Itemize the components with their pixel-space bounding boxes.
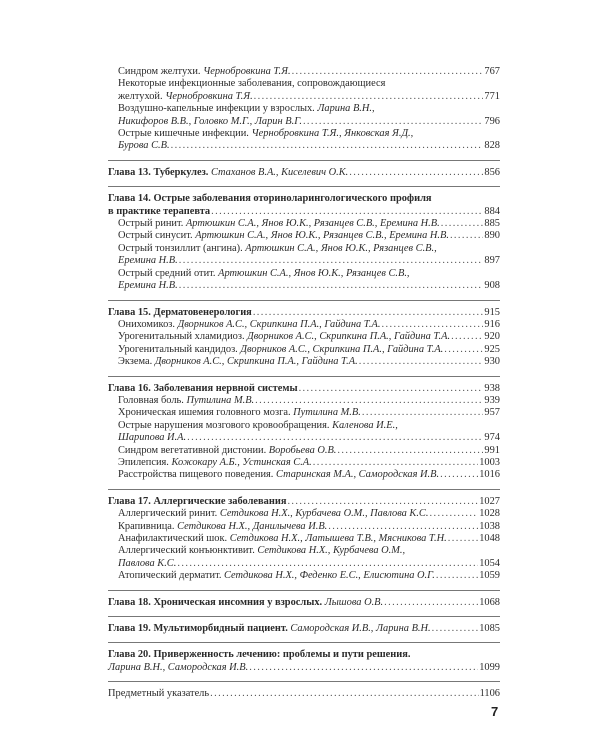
toc-entry-text [118, 570, 435, 582]
toc-entry-authors: Сетдикова Н.Х., Латышева Т.В., Мясникова Т.Н. [229, 533, 447, 544]
page-number: 7 [491, 704, 499, 719]
toc-entry-text [118, 432, 186, 444]
toc-entry-line[interactable] [108, 558, 500, 570]
dot-leader [381, 319, 483, 331]
toc-entry-title: Глава 15. Дерматовенерология [108, 306, 252, 318]
toc-entry-title: Аллергический конъюнктивит. [118, 545, 258, 557]
toc-entry-authors: Ларина В.Н., [317, 103, 375, 115]
dot-leader [362, 407, 484, 419]
toc-entry-authors: Кожокару А.Б., Устинская С.А. [171, 456, 312, 468]
toc-page-number: 915 [484, 306, 500, 318]
toc-entry-line[interactable] [108, 66, 500, 78]
dot-leader [292, 66, 484, 78]
toc-entry-line[interactable] [108, 331, 500, 343]
toc-entry-text [108, 383, 298, 395]
table-of-contents [108, 66, 500, 701]
toc-entry-line[interactable] [108, 140, 500, 152]
toc-entry-text [118, 243, 437, 255]
toc-entry-text [108, 496, 286, 508]
toc-entry-line[interactable] [108, 469, 500, 481]
dot-leader [448, 533, 478, 545]
toc-page-number: 920 [484, 331, 500, 343]
toc-entry-authors: Путилина М.В. [186, 394, 255, 406]
toc-entry-authors: Дворников А.С., Скрипкина П.А., Гайдина Т.А. [240, 343, 444, 355]
dot-leader [359, 356, 484, 368]
toc-entry-authors: Каленова И.Е., [332, 419, 398, 431]
toc-page-number: 930 [484, 356, 500, 368]
toc-chapter-line[interactable] [108, 167, 500, 179]
toc-entry-authors: Никифоров В.В., Головко М.Г., Ларин В.Г. [118, 115, 302, 127]
toc-entry-text [108, 623, 431, 635]
toc-chapter-line[interactable] [108, 597, 500, 609]
toc-entry-line[interactable] [108, 432, 500, 444]
toc-chapter-line[interactable] [108, 496, 500, 508]
toc-entry-text [118, 521, 327, 533]
toc-page-number: 1003 [479, 456, 500, 468]
toc-page-number: 1099 [479, 661, 500, 673]
toc-entry-text [118, 66, 291, 78]
toc-entry-authors: Шарипова И.А. [118, 432, 187, 444]
toc-entry-title: в практике терапевта [108, 205, 211, 217]
toc-entry-line[interactable] [108, 280, 500, 292]
toc-entry-text [118, 508, 428, 520]
dot-leader [187, 432, 483, 444]
toc-chapter-line[interactable] [108, 193, 500, 205]
toc-entry-line[interactable] [108, 395, 500, 407]
toc-entry-text [118, 445, 336, 457]
toc-entry-line[interactable] [108, 545, 500, 557]
toc-entry-authors: Чернобровкина Т.Я., Янковская Я.Д., [251, 128, 414, 140]
toc-entry-text [118, 356, 358, 368]
toc-entry-title: Глава 18. Хроническая инсомния у взрослых. [108, 596, 325, 608]
toc-page-number: 916 [484, 318, 500, 330]
toc-chapter-line[interactable] [108, 649, 500, 661]
toc-entry-text [118, 116, 302, 128]
toc-entry-text [108, 193, 432, 205]
toc-entry-text [108, 662, 248, 674]
dot-leader [432, 623, 479, 635]
toc-entry-title: Глава 19. Мультиморбидный пациент. [108, 623, 291, 635]
toc-entry-title: желтухой. [118, 90, 166, 102]
toc-entry-title: Расстройства пищевого поведения. [118, 469, 276, 481]
toc-page-number: 938 [484, 382, 500, 394]
toc-entry-line[interactable] [108, 407, 500, 419]
toc-page-number: 767 [484, 66, 500, 77]
toc-page-number: 991 [484, 444, 500, 456]
toc-page-number: 897 [484, 255, 500, 267]
toc-entry-text [118, 533, 447, 545]
toc-page-number: 974 [484, 432, 500, 444]
toc-chapter-line[interactable] [108, 206, 500, 218]
toc-entry-title: Острый тонзиллит (ангина). [118, 242, 246, 254]
toc-entry-title: Воздушно-капельные инфекции у взрослых. [118, 103, 318, 115]
dot-leader [303, 116, 483, 128]
toc-page-number: 1028 [479, 508, 500, 520]
dot-leader [255, 395, 483, 407]
toc-page-number: 1085 [479, 623, 500, 635]
section-divider [108, 186, 500, 187]
section-divider [108, 616, 500, 617]
toc-entry-line[interactable] [108, 570, 500, 582]
toc-entry-line[interactable] [108, 445, 500, 457]
toc-entry-title: Онихомикоз. [118, 318, 178, 330]
section-divider [108, 160, 500, 161]
toc-entry-authors: Воробьева О.В. [268, 444, 337, 456]
toc-entry-line[interactable] [108, 344, 500, 356]
toc-entry-text [108, 206, 210, 218]
toc-page-number: 1068 [479, 596, 500, 608]
toc-entry-text [118, 78, 385, 90]
dot-leader [299, 383, 484, 395]
toc-entry-line[interactable] [108, 218, 500, 230]
toc-entry-authors: Стаханов В.А., Киселевич О.К. [210, 166, 349, 178]
toc-entry-title: Крапивница. [118, 520, 178, 532]
toc-entry-title: Экзема. [118, 356, 155, 368]
toc-entry-text [118, 140, 170, 152]
toc-entry-text [118, 407, 361, 419]
toc-entry-authors: Артюшкин С.А., Янов Ю.К., Рязанцев С.В., Еремина Н.В. [185, 218, 440, 230]
toc-entry-authors: Сетдикова Н.Х., Курбачева О.М., Павлова К.С. [219, 508, 429, 520]
toc-page-number: 771 [484, 90, 500, 102]
toc-entry-authors: Артюшкин С.А., Янов Ю.К., Рязанцев С.В., [218, 267, 410, 279]
toc-entry-text [118, 469, 439, 481]
section-divider [108, 642, 500, 643]
toc-entry-text [118, 128, 413, 140]
toc-page-number: 856 [484, 166, 500, 178]
toc-entry-title: Некоторые инфекционные заболевания, сопровождающиеся [118, 78, 386, 90]
toc-entry-text [108, 688, 209, 700]
toc-entry-text [118, 230, 449, 242]
section-divider [108, 590, 500, 591]
toc-page-number: 908 [484, 280, 500, 292]
dot-leader [177, 558, 478, 570]
toc-entry-authors: Путилина М.В. [293, 407, 361, 419]
toc-entry-title: Глава 14. Острые заболевания оториноларингологического профиля [108, 193, 432, 205]
toc-entry-title: Глава 13. Туберкулез. [108, 166, 211, 178]
toc-entry-line[interactable] [108, 116, 500, 128]
toc-entry-authors: Чернобровкина Т.Я. [203, 66, 291, 77]
dot-leader [171, 140, 484, 152]
toc-entry-authors: Дворников А.С., Скрипкина П.А., Гайдина Т.А. [154, 356, 358, 368]
toc-entry-title: Аллергический ринит. [118, 508, 220, 520]
toc-entry-authors: Артюшкин С.А., Янов Ю.К., Рязанцев С.В., [245, 242, 437, 254]
toc-entry-text [108, 167, 348, 179]
toc-entry-authors: Старинская М.А., Самородская И.В. [276, 469, 440, 481]
dot-leader [429, 508, 478, 520]
toc-page-number: 1038 [479, 520, 500, 532]
toc-entry-text [118, 545, 405, 557]
toc-page-number: 884 [484, 205, 500, 217]
toc-entry-line[interactable] [108, 268, 500, 280]
toc-entry-text [118, 420, 398, 432]
toc-entry-authors: Сетдикова Н.Х., Курбачева О.М., [257, 545, 406, 557]
dot-leader [337, 445, 483, 457]
toc-entry-line[interactable] [108, 103, 500, 115]
toc-entry-text [118, 103, 375, 115]
dot-leader [210, 688, 478, 700]
section-divider [108, 300, 500, 301]
toc-chapter-line[interactable] [108, 307, 500, 319]
toc-page-number: 1027 [479, 495, 500, 507]
toc-entry-text [118, 268, 410, 280]
toc-entry-authors: Лышова О.В. [324, 596, 384, 608]
toc-chapter-line[interactable] [108, 383, 500, 395]
toc-entry-text [118, 319, 380, 331]
toc-entry-authors: Чернобровкина Т.Я. [165, 90, 253, 102]
toc-entry-title: Эпилепсия. [118, 456, 172, 468]
dot-leader [451, 331, 483, 343]
toc-entry-authors: Сетдикова Н.Х., Феденко Е.С., Елисютина О.Г. [224, 570, 435, 582]
toc-entry-text [118, 255, 178, 267]
toc-entry-line[interactable] [108, 255, 500, 267]
toc-entry-title: Острые нарушения мозгового кровообращения. [118, 419, 333, 431]
toc-entry-authors: Дворников А.С., Скрипкина П.А., Гайдина Т.А. [177, 318, 381, 330]
toc-entry-title: Острые кишечные инфекции. [118, 128, 252, 140]
toc-entry-text [118, 91, 253, 103]
toc-page-number: 939 [484, 394, 500, 406]
toc-entry-title: Глава 17. Аллергические заболевания [108, 495, 287, 507]
toc-entry-text [118, 558, 176, 570]
toc-entry-authors: Бурова С.В. [118, 140, 170, 152]
toc-page-number: 957 [484, 407, 500, 419]
toc-entry-line[interactable] [108, 508, 500, 520]
dot-leader [384, 597, 478, 609]
toc-entry-line[interactable] [108, 533, 500, 545]
toc-entry-text [108, 597, 383, 609]
dot-leader [253, 307, 484, 319]
toc-entry-line[interactable] [108, 91, 500, 103]
section-divider [108, 681, 500, 682]
toc-page-number: 1106 [479, 688, 500, 700]
toc-entry-line[interactable] [108, 521, 500, 533]
toc-page-number: 1054 [479, 557, 500, 569]
toc-entry-title: Анафилактический шок. [118, 533, 230, 544]
toc-chapter-line[interactable] [108, 623, 500, 635]
dot-leader [254, 91, 484, 103]
toc-entry-title: Урогенитальный кандидоз. [118, 343, 241, 355]
dot-leader [450, 230, 483, 242]
toc-entry-text [118, 457, 312, 469]
toc-page-number: 1048 [479, 533, 500, 544]
toc-entry-line[interactable] [108, 128, 500, 140]
toc-entry-text [118, 218, 440, 230]
toc-entry-line[interactable] [108, 319, 500, 331]
toc-entry-line[interactable] [108, 420, 500, 432]
dot-leader [287, 496, 478, 508]
section-divider [108, 376, 500, 377]
toc-entry-title: Острый синусит. [118, 230, 196, 242]
toc-entry-title: Хроническая ишемия головного мозга. [118, 407, 294, 419]
toc-entry-authors: Павлова К.С. [118, 557, 177, 569]
toc-entry-text [118, 280, 178, 292]
toc-entry-title: Острый ринит. [118, 218, 186, 230]
toc-entry-text [108, 307, 252, 319]
toc-entry-title: Урогенитальный хламидиоз. [118, 331, 248, 343]
toc-entry-line[interactable] [108, 230, 500, 242]
toc-page-number: 1059 [479, 570, 500, 582]
dot-leader [436, 570, 478, 582]
toc-entry-line[interactable] [108, 78, 500, 90]
toc-page-number: 890 [484, 230, 500, 242]
toc-entry-text [118, 395, 254, 407]
toc-entry-title: Предметный указатель [108, 688, 210, 700]
toc-entry-text [108, 649, 410, 661]
toc-entry-line[interactable] [108, 356, 500, 368]
dot-leader [313, 457, 478, 469]
toc-page-number: 1016 [479, 469, 500, 481]
toc-entry-title: Острый средний отит. [118, 267, 219, 279]
toc-entry-title: Глава 16. Заболевания нервной системы [108, 382, 298, 394]
dot-leader [211, 206, 483, 218]
toc-entry-title: Синдром желтухи. [118, 66, 204, 77]
toc-page-number: 796 [484, 115, 500, 127]
dot-leader [179, 255, 484, 267]
toc-entry-text [118, 344, 443, 356]
toc-entry-authors: Еремина Н.В. [118, 280, 178, 292]
toc-entry-authors: Ларина В.Н., Самородская И.В. [108, 661, 249, 673]
dot-leader [349, 167, 483, 179]
toc-entry-line[interactable] [108, 688, 500, 700]
dot-leader [444, 344, 483, 356]
dot-leader [249, 662, 478, 674]
toc-page-number: 925 [484, 343, 500, 355]
toc-entry-line[interactable] [108, 243, 500, 255]
toc-entry-authors: Самородская И.В., Ларина В.Н. [290, 623, 431, 635]
toc-page-number: 885 [484, 218, 500, 230]
toc-entry-title: Головная боль. [118, 394, 187, 406]
toc-entry-authors: Еремина Н.В. [118, 255, 178, 267]
toc-page-number: 828 [484, 140, 500, 152]
toc-entry-authors: Дворников А.С., Скрипкина П.А., Гайдина Т.А. [247, 331, 451, 343]
dot-leader [179, 280, 484, 292]
toc-entry-title: Глава 20. Приверженность лечению: проблемы и пути решения. [108, 649, 411, 661]
toc-entry-title: Синдром вегетативной дистонии. [118, 444, 269, 456]
dot-leader [440, 469, 478, 481]
toc-entry-authors: Сетдикова Н.Х., Данилычева И.В. [177, 520, 328, 532]
dot-leader [441, 218, 484, 230]
section-divider [108, 489, 500, 490]
toc-entry-title: Атопический дерматит. [118, 570, 225, 582]
toc-entry-text [118, 331, 450, 343]
dot-leader [328, 521, 478, 533]
toc-entry-line[interactable] [108, 662, 500, 674]
toc-entry-authors: Артюшкин С.А., Янов Ю.К., Рязанцев С.В., Еремина Н.В. [195, 230, 449, 242]
toc-entry-line[interactable] [108, 457, 500, 469]
